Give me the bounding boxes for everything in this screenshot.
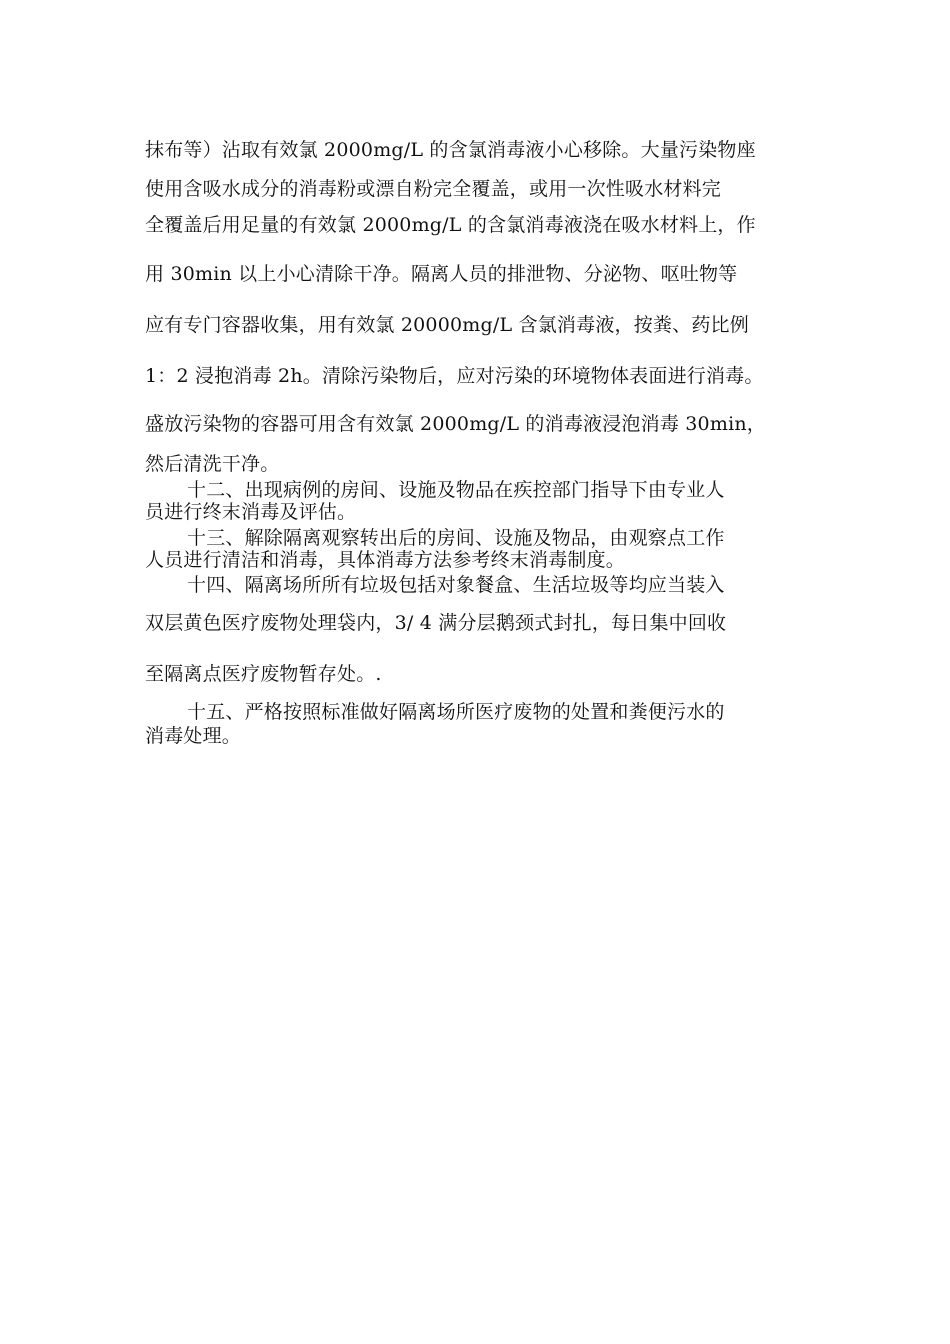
paragraph-line: 然后清洗干净。	[145, 453, 280, 475]
paragraph-line: 双层黄色医疗废物处理袋内，3/ 4 满分层鹅颈式封扎，每日集中回收	[145, 612, 727, 634]
paragraph-line: 使用含吸水成分的消毒粉或漂自粉完全覆盖，或用一次性吸水材料完	[145, 178, 722, 200]
section-14-heading-line: 十四、隔离场所所有垃圾包括对象餐盒、生活垃圾等均应当装入	[187, 574, 725, 596]
paragraph-line: 盛放污染物的容器可用含有效氯 2000mg/L 的消毒液浸泡消毒 30min，	[145, 413, 766, 435]
paragraph-line: 员进行终末消毒及评估。	[145, 501, 357, 523]
paragraph-line: 1：2 浸抱消毒 2h。清除污染物后，应对污染的环境物体表面进行消毒。	[145, 365, 764, 387]
paragraph-line: 应有专门容器收集，用有效氯 20000mg/L 含氯消毒液，按粪、药比例	[145, 314, 749, 336]
paragraph-line: 至隔离点医疗废物暂存处。.	[145, 663, 382, 685]
section-15-heading-line: 十五、严格按照标准做好隔离场所医疗废物的处置和粪便污水的	[187, 701, 725, 723]
paragraph-line: 用 30min 以上小心清除干净。隔离人员的排泄物、分泌物、呕吐物等	[145, 263, 738, 285]
paragraph-line: 人员进行清洁和消毒，具体消毒方法参考终末消毒制度。	[145, 549, 626, 571]
paragraph-line: 抹布等）沾取有效氯 2000mg/L 的含氯消毒液小心移除。大量污染物座	[145, 139, 756, 161]
section-12-heading-line: 十二、出现病例的房间、设施及物品在疾控部门指导下由专业人	[187, 479, 725, 501]
paragraph-line: 全覆盖后用足量的有效氯 2000mg/L 的含氯消毒液浇在吸水材料上，作	[145, 214, 756, 236]
paragraph-line: 消毒处理。	[145, 725, 242, 747]
section-13-heading-line: 十三、解除隔离观察转出后的房间、设施及物品，由观察点工作	[187, 527, 725, 549]
